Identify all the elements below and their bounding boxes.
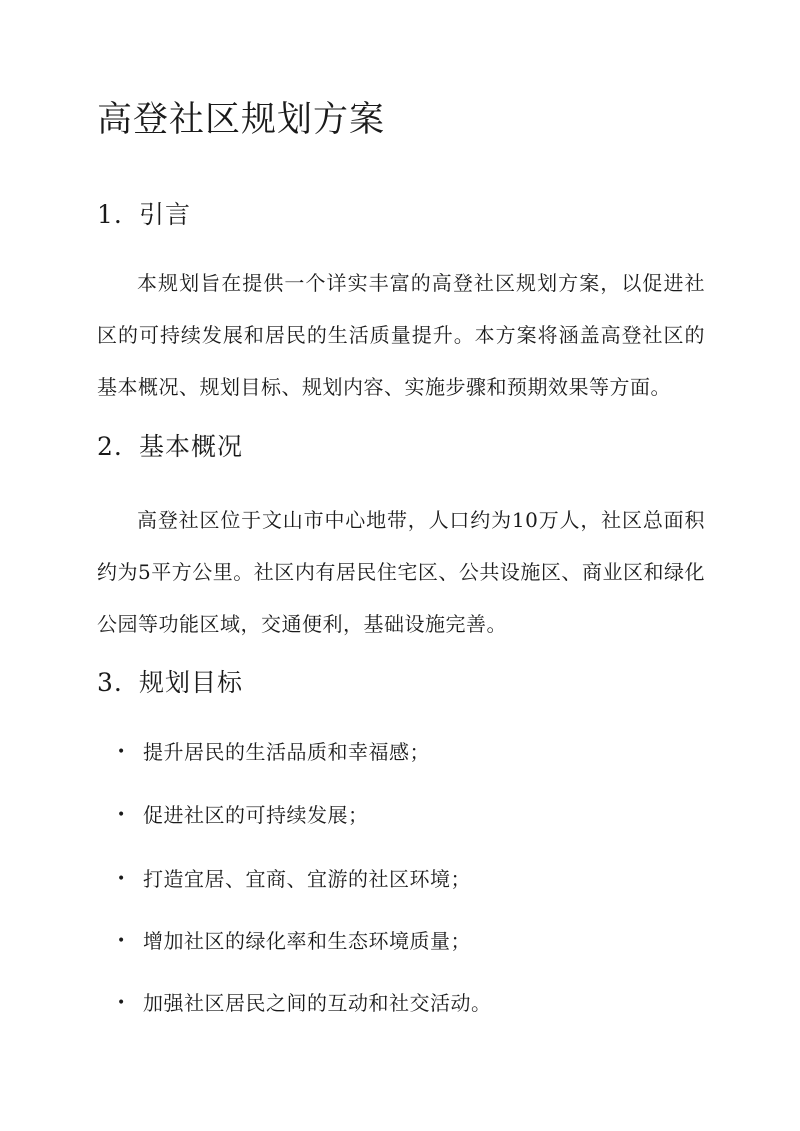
section-heading-goals — [97, 665, 243, 701]
bullet-icon: • — [117, 932, 126, 949]
bullet-icon: • — [117, 870, 126, 887]
page-title: 高登社区规划方案 — [97, 100, 386, 140]
section-title: 规划目标 — [139, 668, 244, 697]
section-number: 1. — [97, 200, 123, 229]
list-item — [117, 988, 492, 1020]
bullet-icon: • — [117, 994, 126, 1011]
bullet-icon: • — [117, 806, 126, 823]
section-number: 3. — [97, 668, 123, 697]
introduction-paragraph: 本规划旨在提供一个详实丰富的高登社区规划方案，以促进社区的可持续发展和居民的生活质量提升。本方案将涵盖高登社区的基本概况、规划目标、规划内容、实施步骤和预期效果等方面。 — [97, 271, 705, 399]
list-item-text: 促进社区的可持续发展； — [143, 803, 369, 827]
section-title: 引言 — [139, 200, 192, 229]
bullet-icon: • — [117, 743, 126, 760]
list-item-text: 加强社区居民之间的互动和社交活动。 — [143, 991, 492, 1015]
section-title: 基本概况 — [139, 432, 244, 461]
list-item — [117, 926, 471, 958]
section-heading-overview — [97, 429, 243, 465]
section-number: 2. — [97, 432, 123, 461]
list-item-text: 打造宜居、宜商、宜游的社区环境； — [143, 867, 471, 891]
section-heading-introduction — [97, 197, 191, 233]
overview-paragraph: 高登社区位于文山市中心地带，人口约为10万人，社区总面积约为5平方公里。社区内有居民住宅区、公共设施区、商业区和绿化公园等功能区域，交通便利，基础设施完善。 — [97, 508, 705, 636]
list-item — [117, 737, 430, 769]
list-item — [117, 800, 369, 832]
list-item-text: 提升居民的生活品质和幸福感； — [143, 740, 430, 764]
list-item-text: 增加社区的绿化率和生态环境质量； — [143, 929, 471, 953]
list-item — [117, 864, 471, 896]
